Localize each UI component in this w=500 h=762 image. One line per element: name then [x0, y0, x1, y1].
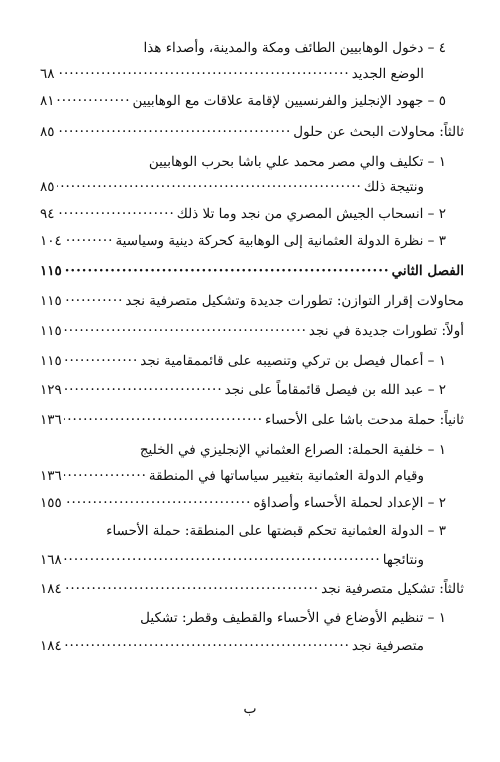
entry-page: ٨٥ [40, 179, 55, 195]
entry-text: متصرفية نجد [351, 638, 424, 654]
entry-text: ٣ – الدولة العثمانية تحكم قبضتها على المنطقة: حملة الأحساء [106, 523, 446, 539]
dot-leader [57, 88, 131, 114]
chapter-title: الفصل الثاني [391, 263, 464, 279]
entry-page: ١٠٤ [40, 233, 62, 249]
entry-page: ١١٥ [40, 353, 62, 369]
toc-section [40, 119, 464, 145]
toc-entry [40, 463, 424, 489]
entry-text: ٢ – عبد الله بن فيصل قائمقاماً على نجد [224, 382, 446, 398]
dot-leader [64, 407, 263, 433]
toc-entry [40, 348, 446, 374]
entry-page: ٨٥ [40, 124, 55, 140]
entry-page: ١٥٥ [40, 495, 62, 511]
entry-text: ٢ – الإعداد لحملة الأحساء وأصداؤه [253, 495, 446, 511]
entry-page: ١٣٦ [40, 412, 62, 428]
entry-text: ١ – أعمال فيصل بن تركي وتنصيبه على قائممقامية نجد [140, 353, 446, 369]
dot-leader [64, 576, 319, 602]
entry-text: ١ – تكليف والي مصر محمد علي باشا بحرب الوهابيين [148, 154, 446, 170]
entry-text: ١ – خلفية الحملة: الصراع العثماني الإنجليزي في الخليج [139, 442, 446, 458]
dot-leader [64, 463, 147, 489]
dot-leader [57, 61, 350, 87]
entry-page: ١٦٨ [40, 552, 62, 568]
toc-entry [40, 88, 446, 114]
toc-entry [40, 228, 446, 254]
entry-page: ١٢٩ [40, 382, 62, 398]
entry-page: ١٨٤ [40, 638, 62, 654]
dot-leader [64, 490, 252, 516]
toc-entry [40, 174, 424, 200]
entry-text: ونتائجها [382, 552, 424, 568]
page-number: ب [243, 701, 257, 717]
toc-chapter-subtitle [40, 288, 464, 314]
toc-section [40, 318, 464, 344]
dot-leader [57, 119, 292, 145]
entry-text: ونتيجة ذلك [363, 179, 424, 195]
dot-leader [64, 633, 350, 659]
toc-entry [40, 547, 424, 573]
entry-page: ١١٥ [40, 293, 62, 309]
dot-leader [64, 258, 390, 284]
section-title: ثانياً: حملة مدحت باشا على الأحساء [265, 412, 464, 428]
entry-text: محاولات إقرار التوازن: تطورات جديدة وتشكيل متصرفية نجد [125, 293, 464, 309]
toc-chapter [40, 258, 464, 284]
entry-page: ١١٥ [40, 323, 62, 339]
toc-entry [40, 633, 424, 659]
toc-section [40, 576, 464, 602]
entry-text: الوضع الجديد [351, 66, 424, 82]
entry-text: ٢ – انسحاب الجيش المصري من نجد وما تلا ذلك [176, 206, 446, 222]
toc-entry [40, 35, 446, 61]
toc-entry [40, 437, 446, 463]
dot-leader [57, 201, 175, 227]
section-title: ثالثاً: محاولات البحث عن حلول [293, 124, 464, 140]
toc-entry [40, 201, 446, 227]
dot-leader [64, 547, 381, 573]
toc-entry [40, 149, 446, 175]
entry-text: ٤ – دخول الوهابيين الطائف ومكة والمدينة، وأصداء هذا [143, 40, 446, 56]
dot-leader [64, 288, 124, 314]
dot-leader [64, 348, 138, 374]
toc-entry [40, 605, 446, 631]
entry-text: ٣ – نظرة الدولة العثمانية إلى الوهابية كحركة دينية وسياسية [115, 233, 446, 249]
entry-text: ١ – تنظيم الأوضاع في الأحساء والقطيف وقطر: تشكيل [140, 610, 446, 626]
entry-page: ٩٤ [40, 206, 55, 222]
entry-page: ١٨٤ [40, 581, 62, 597]
toc-entry [40, 61, 424, 87]
section-title: ثالثاً: تشكيل متصرفية نجد [321, 581, 464, 597]
entry-page: ٦٨ [40, 66, 55, 82]
entry-text: ٥ – جهود الإنجليز والفرنسيين لإقامة علاقات مع الوهابيين [132, 93, 446, 109]
dot-leader [64, 377, 223, 403]
dot-leader [57, 174, 362, 200]
section-title: أولاً: تطورات جديدة في نجد [308, 323, 464, 339]
dot-leader [64, 318, 307, 344]
toc-section [40, 407, 464, 433]
entry-text: وقيام الدولة العثمانية بتغيير سياساتها في المنطقة [148, 468, 424, 484]
dot-leader [64, 228, 114, 254]
toc-entry [40, 377, 446, 403]
toc-entry [40, 490, 446, 516]
entry-page: ٨١ [40, 93, 55, 109]
entry-page: ١١٥ [40, 263, 62, 279]
entry-page: ١٣٦ [40, 468, 62, 484]
toc-entry [40, 518, 446, 544]
